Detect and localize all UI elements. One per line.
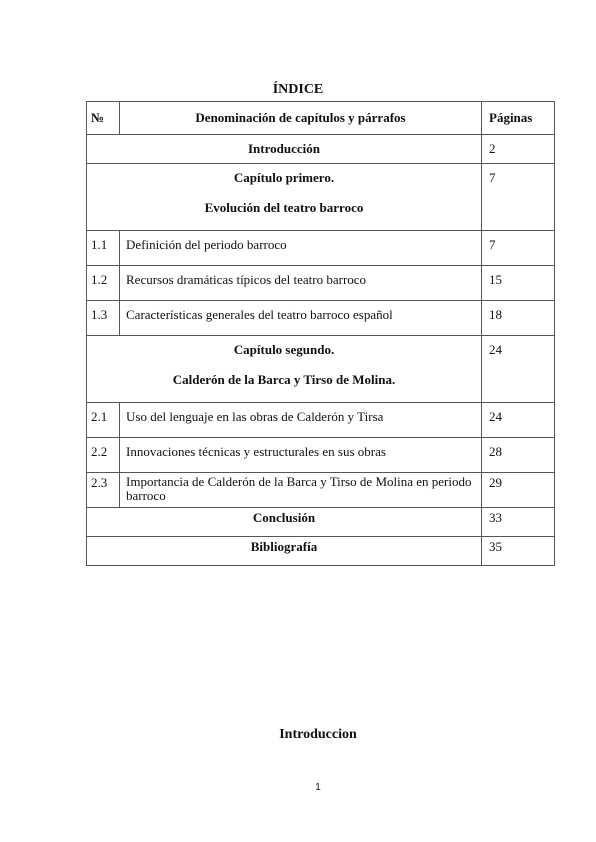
section-number: 2.3	[87, 473, 120, 508]
section-title: Importancia de Calderón de la Barca y Tirso de Molina en periodo barroco	[120, 473, 482, 508]
section-title: Recursos dramáticas típicos del teatro barroco	[120, 266, 482, 301]
bibliography-page: 35	[482, 537, 555, 566]
section-title: Características generales del teatro barroco español	[120, 301, 482, 336]
section-page: 28	[482, 438, 555, 473]
table-of-contents	[86, 101, 555, 566]
table-row	[87, 438, 555, 473]
table-header-row	[87, 102, 555, 135]
section-title: Definición del periodo barroco	[120, 231, 482, 266]
toc-row-chapter-2	[87, 336, 555, 403]
section-page: 24	[482, 403, 555, 438]
header-number: №	[87, 102, 120, 135]
section-number: 1.2	[87, 266, 120, 301]
section-heading: Introduccion	[279, 727, 357, 742]
toc-row-conclusion	[87, 508, 555, 537]
toc-row-chapter-1	[87, 164, 555, 231]
section-number: 2.1	[87, 403, 120, 438]
table-row	[87, 231, 555, 266]
section-number: 1.1	[87, 231, 120, 266]
section-number: 2.2	[87, 438, 120, 473]
chapter-1-title	[87, 164, 482, 231]
bibliography-label: Bibliografía	[87, 537, 482, 566]
section-page: 7	[482, 231, 555, 266]
chapter-2-title	[87, 336, 482, 403]
chapter-1-line1: Capítulo primero.	[233, 170, 335, 185]
document-title: ÍNDICE	[272, 82, 324, 97]
page-number: 1	[315, 782, 321, 793]
conclusion-label: Conclusión	[87, 508, 482, 537]
introduction-page: 2	[482, 135, 555, 164]
section-number: 1.3	[87, 301, 120, 336]
section-title: Uso del lenguaje en las obras de Calderón y Tirsa	[120, 403, 482, 438]
header-description: Denominación de capítulos y párrafos	[120, 102, 482, 135]
table-row	[87, 266, 555, 301]
table-row	[87, 403, 555, 438]
toc-row-introduction	[87, 135, 555, 164]
chapter-2-page: 24	[482, 336, 555, 403]
section-page: 15	[482, 266, 555, 301]
chapter-1-page: 7	[482, 164, 555, 231]
table-row	[87, 301, 555, 336]
chapter-1-line2: Evolución del teatro barroco	[204, 200, 364, 215]
section-title: Innovaciones técnicas y estructurales en sus obras	[120, 438, 482, 473]
introduction-label: Introducción	[87, 135, 482, 164]
conclusion-page: 33	[482, 508, 555, 537]
chapter-2-line2: Calderón de la Barca y Tirso de Molina.	[172, 372, 396, 387]
toc-row-bibliography	[87, 537, 555, 566]
section-page: 18	[482, 301, 555, 336]
header-pages: Páginas	[482, 102, 555, 135]
section-page: 29	[482, 473, 555, 508]
table-row	[87, 473, 555, 508]
chapter-2-line1: Capítulo segundo.	[233, 342, 335, 357]
